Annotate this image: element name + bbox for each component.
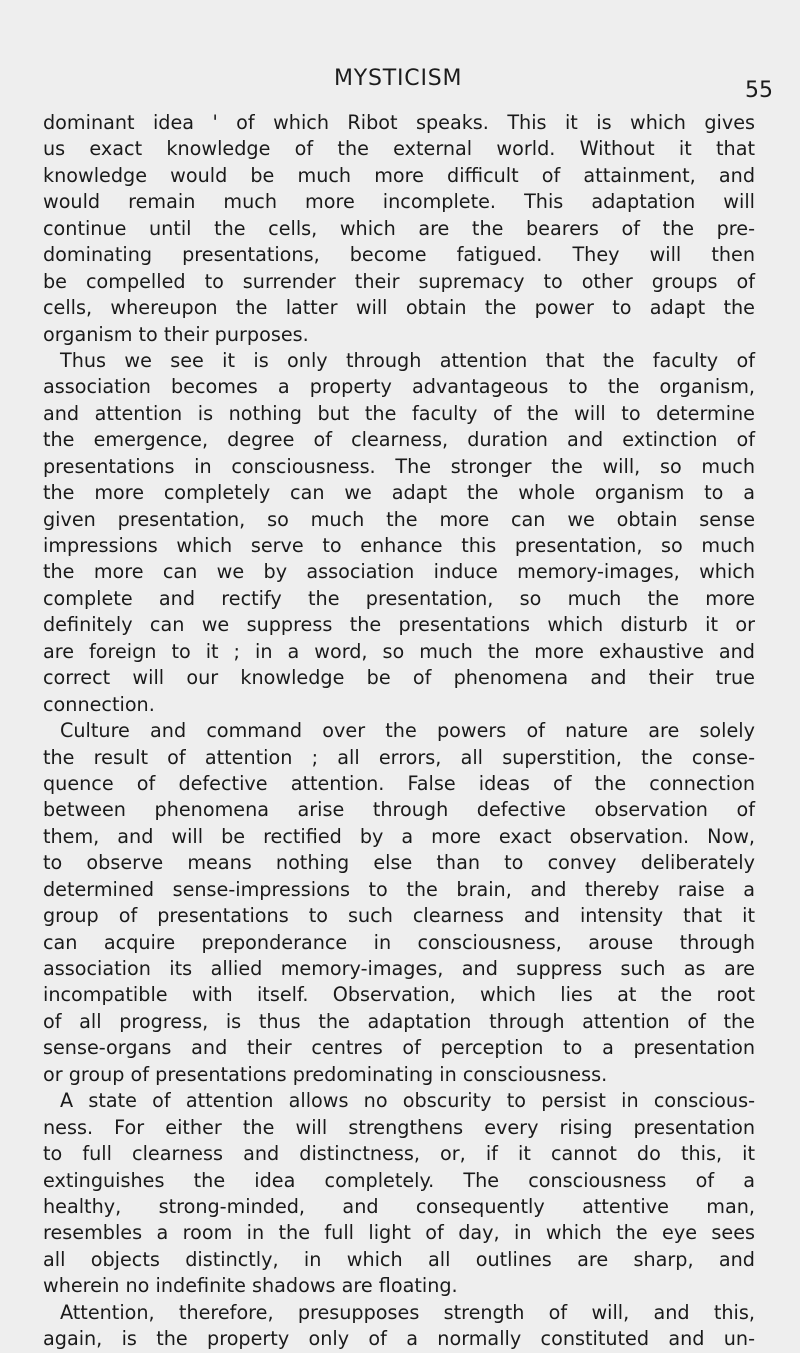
text-line: between phenomena arise through defective observation of — [43, 798, 755, 822]
text-line: the result of attention ; all errors, all superstition, the conse- — [43, 745, 755, 769]
text-line: Thus we see it is only through attention that the faculty of — [60, 348, 755, 372]
text-line: be compelled to surrender their supremacy to other groups of — [43, 269, 755, 293]
text-line: group of presentations to such clearness and intensity that it — [43, 904, 755, 928]
text-line: wherein no indefinite shadows are floating. — [43, 1274, 458, 1298]
text-line: the more completely can we adapt the whole organism to a — [43, 481, 755, 505]
text-line: cells, whereupon the latter will obtain the power to adapt the — [43, 296, 755, 320]
text-line: incompatible with itself. Observation, which lies at the root — [43, 983, 755, 1007]
text-line: knowledge would be much more difficult of attainment, and — [43, 163, 755, 187]
running-head — [0, 58, 800, 103]
text-line: are foreign to it ; in a word, so much the more exhaustive and — [43, 639, 755, 663]
text-line: association its allied memory-images, and suppress such as are — [43, 957, 755, 980]
text-line: the emergence, degree of clearness, duration and extinction of — [43, 428, 755, 452]
paragraph — [43, 1300, 755, 1353]
text-line: dominating presentations, become fatigued. They will then — [43, 243, 755, 267]
text-line: determined sense-impressions to the brain, and thereby raise a — [43, 877, 755, 901]
text-line: continue until the cells, which are the bearers of the pre- — [43, 216, 755, 240]
text-line: them, and will be rectified by a more exact observation. Now, — [43, 824, 755, 848]
text-line: us exact knowledge of the external world. Without it that — [43, 137, 755, 161]
running-title: MYSTICISM — [334, 66, 463, 91]
text-line: to observe means nothing else than to convey deliberately — [43, 851, 755, 875]
text-line: presentations in consciousness. The stronger the will, so much — [43, 454, 755, 478]
text-line: all objects distinctly, in which all outlines are sharp, and — [43, 1247, 755, 1271]
page-number: 55 — [745, 78, 773, 103]
text-line: would remain much more incomplete. This adaptation will — [43, 190, 755, 214]
body-text — [43, 110, 755, 1353]
text-line: resembles a room in the full light of day, in which the eye sees — [43, 1221, 755, 1245]
text-line: the more can we by association induce memory-images, which — [43, 560, 755, 584]
text-line: organism to their purposes. — [43, 322, 309, 346]
paragraph — [43, 1088, 755, 1300]
text-line: of all progress, is thus the adaptation through attention of the — [43, 1009, 755, 1033]
text-line: quence of defective attention. False ideas of the connection — [43, 771, 755, 795]
text-line: ness. For either the will strengthens every rising presentation — [43, 1115, 755, 1139]
paragraph — [43, 348, 755, 718]
text-line: association becomes a property advantageous to the organism, — [43, 375, 755, 399]
text-line: connection. — [43, 692, 155, 716]
text-line: definitely can we suppress the presentations which disturb it or — [43, 613, 755, 637]
text-line: Attention, therefore, presupposes strength of will, and this, — [60, 1300, 755, 1324]
text-line: dominant idea ' of which Ribot speaks. This it is which gives — [43, 111, 755, 134]
text-line: again, is the property only of a normally constituted and un- — [43, 1327, 755, 1351]
text-line: and attention is nothing but the faculty of the will to determine — [43, 401, 755, 425]
text-line: correct will our knowledge be of phenomena and their true — [43, 666, 755, 690]
paragraph — [43, 718, 755, 1088]
text-line: healthy, strong-minded, and consequently attentive man, — [43, 1194, 755, 1218]
text-line: can acquire preponderance in consciousness, arouse through — [43, 930, 755, 954]
text-line: complete and rectify the presentation, so much the more — [43, 586, 755, 610]
text-line: to full clearness and distinctness, or, if it cannot do this, it — [43, 1142, 755, 1166]
text-line: impressions which serve to enhance this presentation, so much — [43, 534, 755, 557]
text-line: or group of presentations predominating in consciousness. — [43, 1062, 608, 1086]
text-line: sense-organs and their centres of perception to a presentation — [43, 1036, 755, 1060]
text-line: A state of attention allows no obscurity to persist in conscious- — [60, 1089, 755, 1113]
text-line: Culture and command over the powers of nature are solely — [60, 719, 755, 743]
text-line: given presentation, so much the more can we obtain sense — [43, 507, 755, 531]
text-line: extinguishes the idea completely. The consciousness of a — [43, 1168, 755, 1192]
paragraph — [43, 110, 755, 348]
